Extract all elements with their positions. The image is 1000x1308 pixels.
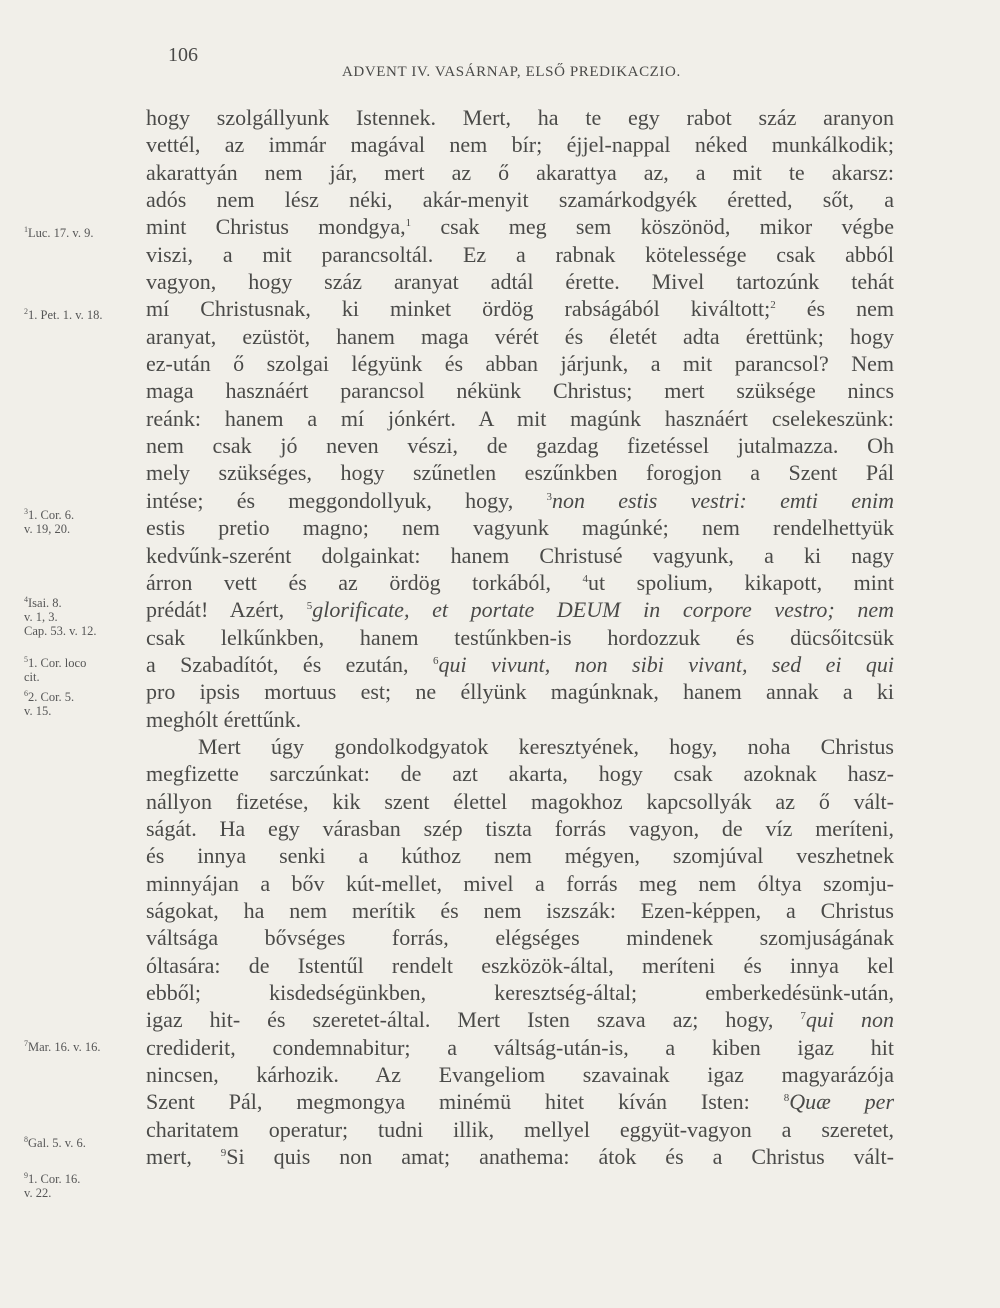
text-line: és innya senki a kúthoz nem mégyen, szomjúval veszhetnek (146, 843, 894, 869)
text-run: mint Christus mondgya, (146, 214, 406, 240)
text-line: crediderit, condemnabitur; a váltság-után-is, a kiben igaz hit (146, 1034, 894, 1060)
margin-note (24, 596, 148, 638)
text-line: reánk: hanem a mí jónkért. A mit magúnk hasznáért cselekeszünk: (146, 405, 894, 431)
text-line: csak lelkűnkben, hanem testűnkben-is hordozzuk és dücsőitcsük (146, 624, 894, 650)
note-line: v. 19, 20. (24, 522, 71, 536)
text-run: a Szabadítót, és ezután, (146, 651, 433, 677)
text-line: nincsen, kárhozik. Az Evangeliom szavainak igaz magyarázója (146, 1062, 894, 1088)
latin-quote: qui vivunt, non sibi vivant, sed ei qui (438, 651, 894, 677)
text-line: nállyon fizetése, kik szent élettel magokhoz kapcsollyák az ő vált- (146, 788, 894, 814)
text-line (146, 295, 894, 322)
margin-note (24, 508, 148, 536)
note-line: Mar. 16. v. 16. (28, 1040, 101, 1054)
text-run: intése; és meggondollyuk, hogy, (146, 487, 547, 513)
text-line: váltsága bővséges forrás, elégséges mindenek szomjuságának (146, 925, 894, 951)
text-line (146, 487, 894, 514)
text-run: ut spolium, kikapott, mint (588, 569, 894, 595)
text-line: vagyon, hogy száz aranyat adtál érette. Mivel tartozúnk tehát (146, 269, 894, 295)
note-mark: 9 (24, 1171, 28, 1180)
text-line (146, 1143, 894, 1170)
margin-note (24, 1172, 148, 1200)
margin-note (24, 226, 148, 240)
note-line: v. 22. (24, 1186, 52, 1200)
text-run: prédát! Azért, (146, 597, 307, 623)
text-line: charitatem operatur; tudni illik, mellyel eggyüt-vagyon a szeretet, (146, 1116, 894, 1142)
note-line: 1. Cor. 6. (28, 508, 75, 522)
text-line: Mert úgy gondolkodgyatok keresztyének, hogy, noha Christus (198, 733, 894, 759)
note-line: Cap. 53. v. 12. (24, 624, 97, 638)
footnote-mark: 5 (306, 600, 313, 613)
note-line: 2. Cor. 5. (28, 690, 75, 704)
note-mark: 6 (24, 689, 28, 698)
note-line: Gal. 5. v. 6. (28, 1136, 86, 1150)
text-line: kedvűnk-szerént dolgainkat: hanem Christusé vagyunk, a ki nagy (146, 542, 894, 568)
latin-quote: qui non (805, 1007, 894, 1033)
text-line: ez-után ő szolgai légyünk és abban járjunk, a mit parancsol? Nem (146, 351, 894, 377)
body-text (146, 104, 894, 1170)
text-run: mí Christusnak, ki minket ördög rabságából kiváltott; (146, 296, 771, 322)
text-line: pro ipsis mortuus est; ne éllyünk magúnknak, hanem annak a ki (146, 679, 894, 705)
margin-note (24, 1136, 148, 1150)
note-mark: 1 (24, 225, 28, 234)
footnote-mark: 4 (582, 572, 588, 585)
margin-note (24, 1040, 148, 1054)
text-run: és nem (775, 296, 894, 322)
footnote-mark: 3 (546, 490, 552, 503)
note-line: 1. Cor. loco (28, 656, 87, 670)
text-line: estis pretio magno; nem vagyunk magúnké; nem rendelhettyük (146, 515, 894, 541)
text-line: ebből; kisdedségünkben, keresztség-által; emberkedésünk-után, (146, 980, 894, 1005)
text-line: maga hasznáért parancsol nékünk Christus; mert szüksége nincs (146, 378, 894, 404)
footnote-mark: 1 (405, 217, 412, 230)
text-run: árron vett és az ördög torkából, (146, 569, 583, 595)
text-line: vettél, az immár magával nem bír; éjjel-nappal néked munkálkodik; (146, 132, 894, 158)
text-line (146, 1006, 894, 1033)
text-line (146, 569, 894, 596)
text-run: Szent Pál, megmongya minémü hitet kíván Isten: (146, 1089, 784, 1115)
text-run: csak meg sem köszönöd, mikor végbe (411, 214, 894, 240)
text-run: mert, (146, 1144, 221, 1170)
note-line: v. 15. (24, 704, 52, 718)
page-number: 106 (168, 44, 198, 66)
note-mark: 7 (24, 1039, 28, 1048)
margin-note (24, 308, 148, 322)
text-line (146, 651, 894, 678)
note-mark: 4 (24, 595, 28, 604)
text-line: viszi, a mit parancsoltál. Ez a rabnak kötelessége csak abból (146, 241, 894, 267)
text-line (146, 213, 894, 240)
text-line: ságokat, ha nem merítik és nem iszszák: Ezen-képpen, a Christus (146, 897, 894, 923)
note-mark: 8 (24, 1135, 28, 1144)
text-line: aranyat, ezüstöt, hanem maga vérét és életét adta érettünk; hogy (146, 323, 894, 349)
note-mark: 3 (24, 507, 28, 516)
footnote-mark: 7 (800, 1010, 806, 1023)
text-line: óltasára: de Istentűl rendelt eszközök-által, meríteni és innya kel (146, 952, 894, 978)
margin-note (24, 656, 148, 684)
footnote-mark: 2 (770, 299, 776, 312)
footnote-mark: 8 (783, 1092, 790, 1105)
margin-note (24, 690, 148, 718)
text-line: minnyájan a bőv kút-mellet, mivel a forrás meg nem óltya szomju- (146, 870, 894, 896)
text-line: akarattyán nem jár, mert az ő akarattya az, a mit te akarsz: (146, 159, 894, 185)
note-mark: 5 (24, 655, 28, 664)
latin-quote: Quæ per (789, 1089, 895, 1115)
latin-quote: glorificate, et portate DEUM in corpore vestro; nem (312, 597, 895, 623)
text-line: mely szükséges, hogy szűnetlen eszűnkben forogjon a Szent Pál (146, 460, 894, 486)
note-line: Luc. 17. v. 9. (28, 226, 94, 240)
text-run: Si quis non amat; anathema: átok és a Christus vált- (226, 1144, 894, 1170)
text-line: hogy szolgállyunk Istennek. Mert, ha te egy rabot száz aranyon (146, 105, 894, 130)
note-line: cit. (24, 670, 40, 684)
note-line: Isai. 8. (28, 596, 62, 610)
note-line: 1. Cor. 16. (28, 1172, 81, 1186)
page-header (0, 44, 1000, 84)
footnote-mark: 6 (432, 654, 439, 667)
text-run: igaz hit- és szeretet-által. Mert Isten szava az; hogy, (146, 1007, 801, 1033)
latin-quote: non estis vestri: emti enim (551, 487, 894, 513)
text-line: ságát. Ha egy várasban szép tiszta forrás vagyon, de víz meríteni, (146, 815, 894, 841)
text-line (146, 596, 894, 623)
text-line (146, 1088, 894, 1115)
text-line: nem csak jó neven vészi, de gazdag fizetéssel jutalmazza. Oh (146, 433, 894, 459)
note-line: v. 1, 3. (24, 610, 58, 624)
text-line: adós nem lész néki, akár-menyit szamárkodgyék éretted, sőt, a (146, 187, 894, 213)
note-mark: 2 (24, 307, 28, 316)
running-head: ADVENT IV. VASÁRNAP, ELSŐ PREDIKACZIO. (342, 64, 681, 80)
text-line: meghólt érettűnk. (146, 706, 302, 732)
note-line: 1. Pet. 1. v. 18. (28, 308, 103, 322)
footnote-mark: 9 (220, 1147, 227, 1160)
text-line: megfizette sarczúnkat: de azt akarta, hogy csak azoknak hasz- (146, 761, 894, 787)
